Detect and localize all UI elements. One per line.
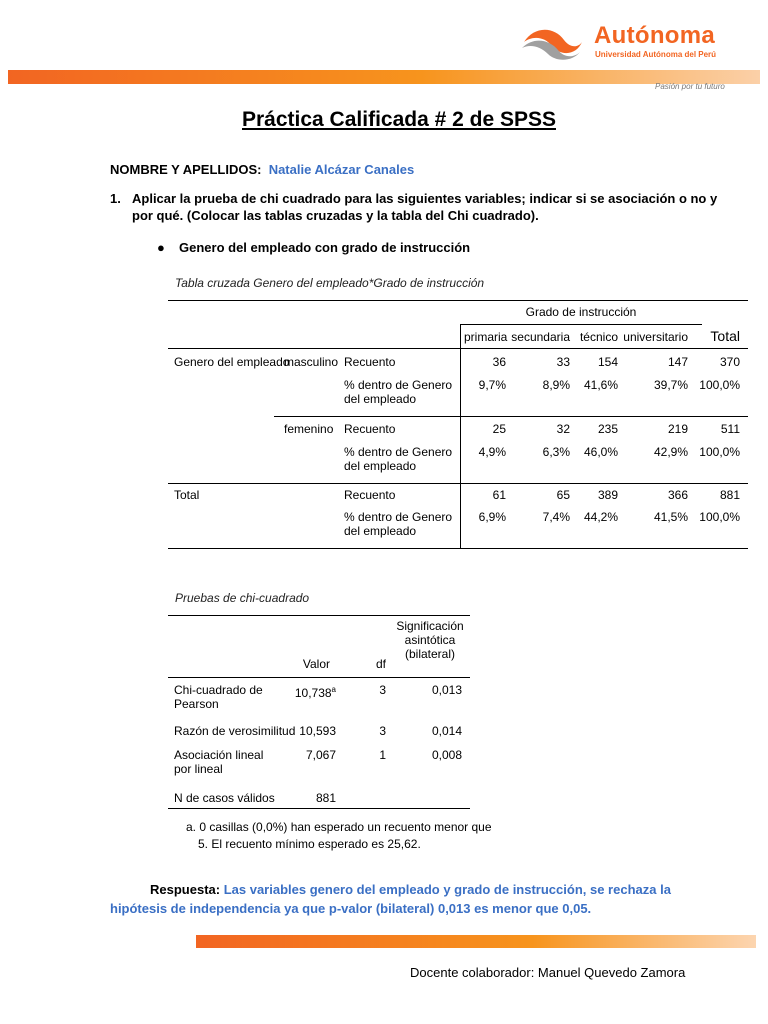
- table-cell: 32: [556, 422, 570, 436]
- crosstab-caption: Tabla cruzada Genero del empleado*Grado de instrucción: [175, 276, 485, 290]
- table-cell: 100,0%: [699, 510, 740, 524]
- brand-name: Autónoma: [594, 22, 716, 49]
- student-name: Natalie Alcázar Canales: [268, 162, 415, 177]
- chisq-cell: 0,014: [431, 724, 462, 738]
- header-bar: [8, 70, 760, 84]
- chisq-footnote: a. 0 casillas (0,0%) han esperado un recuento menor que: [186, 820, 492, 834]
- col-header: primaria: [464, 330, 508, 344]
- table-cell: 39,7%: [653, 378, 688, 392]
- table-cell: 9,7%: [478, 378, 506, 392]
- table-cell: 61: [492, 488, 506, 502]
- question-number: 1.: [110, 191, 121, 206]
- table-cell: 370: [719, 355, 740, 369]
- table-cell: 41,6%: [583, 378, 618, 392]
- col-header: secundaria: [511, 330, 570, 344]
- crosstab-table: [168, 300, 748, 548]
- table-cell: 147: [667, 355, 688, 369]
- table-cell: 154: [597, 355, 618, 369]
- table-cell: 44,2%: [583, 510, 618, 524]
- table-cell: 4,9%: [478, 445, 506, 459]
- group-name: femenino: [284, 422, 334, 436]
- table-cell: 881: [719, 488, 740, 502]
- chisq-header: df: [375, 657, 386, 671]
- row-variable: Genero del empleado: [174, 355, 290, 369]
- row-label: % dentro de Genero del empleado: [344, 378, 453, 406]
- row-label: Recuento: [344, 488, 396, 502]
- question-text: Aplicar la prueba de chi cuadrado para las siguientes variables; indicar si se asociación o no y por qué. (Colocar las tablas cruzadas y la tabla del Chi cuadrado).: [132, 191, 718, 223]
- footer-teacher: Docente colaborador: Manuel Quevedo Zamora: [410, 965, 686, 980]
- table-cell: 7,4%: [542, 510, 570, 524]
- chisq-table: [168, 615, 470, 815]
- group-name: masculino: [284, 355, 339, 369]
- chisq-cell: 10,738$^a$: [294, 685, 336, 700]
- table-cell: 33: [556, 355, 570, 369]
- table-cell: 6,3%: [542, 445, 570, 459]
- chisq-cell: 1: [379, 748, 386, 762]
- table-cell: 100,0%: [699, 445, 740, 459]
- slogan: Pasión por tu futuro: [655, 82, 725, 91]
- answer-label: Respuesta:: [150, 882, 221, 897]
- page-title: Práctica Calificada # 2 de SPSS: [242, 108, 556, 131]
- chisq-header: Significación asintótica (bilateral): [396, 619, 464, 661]
- row-label: % dentro de Genero del empleado: [344, 445, 453, 473]
- chisq-cell: 0,008: [431, 748, 462, 762]
- table-cell: 25: [492, 422, 506, 436]
- chisq-row-label: Chi-cuadrado de Pearson: [174, 683, 263, 711]
- table-cell: 100,0%: [699, 378, 740, 392]
- table-cell: 41,5%: [653, 510, 688, 524]
- student-label: NOMBRE Y APELLIDOS: [110, 162, 258, 177]
- table-cell: 42,9%: [653, 445, 688, 459]
- table-cell: 511: [720, 422, 740, 436]
- table-cell: 65: [556, 488, 570, 502]
- table-cell: 219: [667, 422, 688, 436]
- bullet-text: Genero del empleado con grado de instrucción: [179, 240, 471, 255]
- table-cell: 389: [597, 488, 618, 502]
- table-cell: 366: [667, 488, 688, 502]
- chisq-cell: 7,067: [305, 748, 336, 762]
- total-row-label: Total: [174, 488, 200, 502]
- group-header: Grado de instrucción: [525, 305, 637, 319]
- chisq-cell: 3: [379, 683, 386, 697]
- chisq-cell: 881: [315, 791, 336, 805]
- chisq-row-label: Razón de verosimilitud: [174, 724, 296, 738]
- chisq-cell: 10,593: [299, 724, 336, 738]
- row-label: % dentro de Genero del empleado: [344, 510, 453, 538]
- chisq-footnote: 5. El recuento mínimo esperado es 25,62.: [198, 837, 421, 851]
- university-logo-icon: [520, 22, 584, 62]
- col-header: universitario: [623, 330, 688, 344]
- student-name-row: NOMBRE Y APELLIDOS: Natalie Alcázar Canales: [110, 162, 415, 177]
- chisq-header: Valor: [302, 657, 330, 671]
- chisq-cell: 0,013: [431, 683, 462, 697]
- row-label: Recuento: [344, 355, 396, 369]
- bullet-icon: ●: [157, 240, 165, 255]
- table-cell: 6,9%: [478, 510, 506, 524]
- answer: [110, 880, 730, 918]
- col-header: técnico: [579, 330, 618, 344]
- chisq-cell: 3: [379, 724, 386, 738]
- table-cell: 8,9%: [542, 378, 570, 392]
- row-label: Recuento: [344, 422, 396, 436]
- table-cell: 36: [492, 355, 506, 369]
- footer-bar: [196, 935, 756, 948]
- chisq-row-label: N de casos válidos: [174, 791, 275, 805]
- col-header-total: Total: [710, 328, 740, 344]
- table-cell: 46,0%: [583, 445, 618, 459]
- chisq-row-label: Asociación lineal por lineal: [174, 748, 264, 776]
- answer-text: Las variables genero del empleado y grado de instrucción, se rechaza la hipótesis de independencia ya que p-valor (bilateral) 0,013 es menor que 0,05.: [110, 882, 671, 916]
- chisq-caption: Pruebas de chi-cuadrado: [175, 591, 310, 605]
- university-name: Universidad Autónoma del Perú: [595, 50, 717, 59]
- table-cell: 235: [597, 422, 618, 436]
